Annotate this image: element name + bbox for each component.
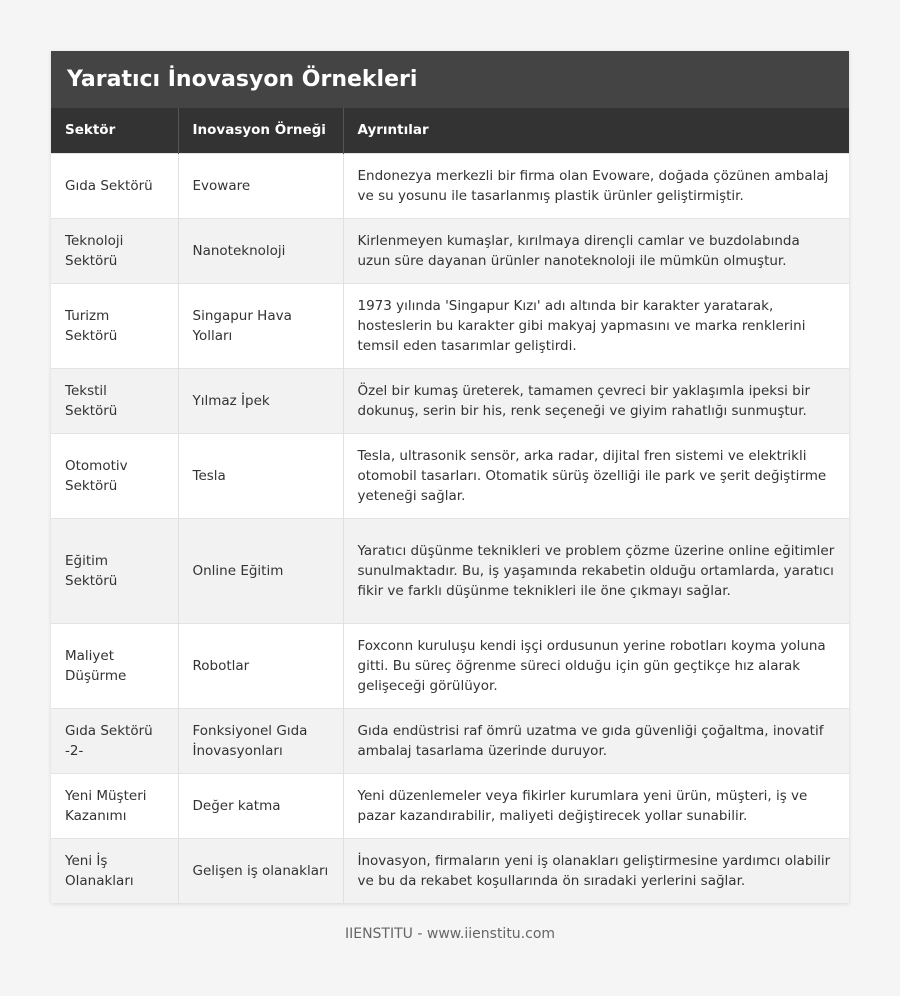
cell-example: Tesla [178,433,343,518]
cell-example: Nanoteknoloji [178,218,343,283]
table-row [51,218,849,283]
cell-details: Foxconn kuruluşu kendi işçi ordusunun yerine robotları koyma yoluna gitti. Bu süreç öğrenme süreci olduğu için gün geçtikçe hız alarak gelişeceği görülüyor. [343,623,849,708]
table-row [51,433,849,518]
table-row [51,773,849,838]
cell-example: Singapur Hava Yolları [178,283,343,368]
table-row [51,708,849,773]
table-row [51,838,849,903]
table-row [51,623,849,708]
header-example: Inovasyon Örneği [178,108,343,153]
cell-details: Yaratıcı düşünme teknikleri ve problem çözme üzerine online eğitimler sunulmaktadır. Bu, iş yaşamında rekabetin olduğu ortamlarda, yaratıcı fikir ve farklı düşünme teknikleri ile öne çıkmayı sağlar. [343,518,849,623]
cell-details: Tesla, ultrasonik sensör, arka radar, dijital fren sistemi ve elektrikli otomobil tasarları. Otomatik sürüş özelliği ile park ve şerit değiştirme yeteneği sağlar. [343,433,849,518]
innovation-table-card [51,51,849,903]
cell-example: Yılmaz İpek [178,368,343,433]
table-row [51,518,849,623]
cell-example: Değer katma [178,773,343,838]
table-header-row [51,108,849,153]
table-title: Yaratıcı İnovasyon Örnekleri [51,51,849,108]
cell-details: Kirlenmeyen kumaşlar, kırılmaya dirençli camlar ve buzdolabında uzun süre dayanan ürünler nanoteknoloji ile mümkün olmuştur. [343,218,849,283]
cell-details: İnovasyon, firmaların yeni iş olanakları geliştirmesine yardımcı olabilir ve bu da rekabet koşullarında ön sıradaki yerlerini sağlar. [343,838,849,903]
table-row [51,153,849,218]
cell-details: Endonezya merkezli bir firma olan Evoware, doğada çözünen ambalaj ve su yosunu ile tasarlanmış plastik ürünler geliştirmiştir. [343,153,849,218]
header-sector: Sektör [51,108,178,153]
innovation-table [51,108,849,903]
cell-sector: Turizm Sektörü [51,283,178,368]
cell-details: Özel bir kumaş üreterek, tamamen çevreci bir yaklaşımla ipeksi bir dokunuş, serin bir his, renk seçeneği ve giyim rahatlığı sunmuştur. [343,368,849,433]
cell-details: 1973 yılında 'Singapur Kızı' adı altında bir karakter yaratarak, hosteslerin bu karakter gibi makyaj yapmasını ve marka renklerini temsil eden tasarımlar geliştirdi. [343,283,849,368]
footer-credit: IIENSTITU - www.iienstitu.com [344,926,556,942]
cell-sector: Yeni Müşteri Kazanımı [51,773,178,838]
cell-sector: Tekstil Sektörü [51,368,178,433]
table-row [51,368,849,433]
cell-sector: Eğitim Sektörü [51,518,178,623]
cell-example: Evoware [178,153,343,218]
cell-sector: Gıda Sektörü [51,153,178,218]
cell-sector: Otomotiv Sektörü [51,433,178,518]
cell-sector: Gıda Sektörü -2- [51,708,178,773]
cell-example: Gelişen iş olanakları [178,838,343,903]
cell-example: Robotlar [178,623,343,708]
cell-sector: Yeni İş Olanakları [51,838,178,903]
cell-sector: Maliyet Düşürme [51,623,178,708]
cell-example: Online Eğitim [178,518,343,623]
table-row [51,283,849,368]
header-details: Ayrıntılar [343,108,849,153]
cell-sector: Teknoloji Sektörü [51,218,178,283]
cell-details: Gıda endüstrisi raf ömrü uzatma ve gıda güvenliği çoğaltma, inovatif ambalaj tasarlama üzerinde duruyor. [343,708,849,773]
cell-example: Fonksiyonel Gıda İnovasyonları [178,708,343,773]
cell-details: Yeni düzenlemeler veya fikirler kurumlara yeni ürün, müşteri, iş ve pazar kazandırabilir, maliyeti değiştirecek yollar sunabilir. [343,773,849,838]
